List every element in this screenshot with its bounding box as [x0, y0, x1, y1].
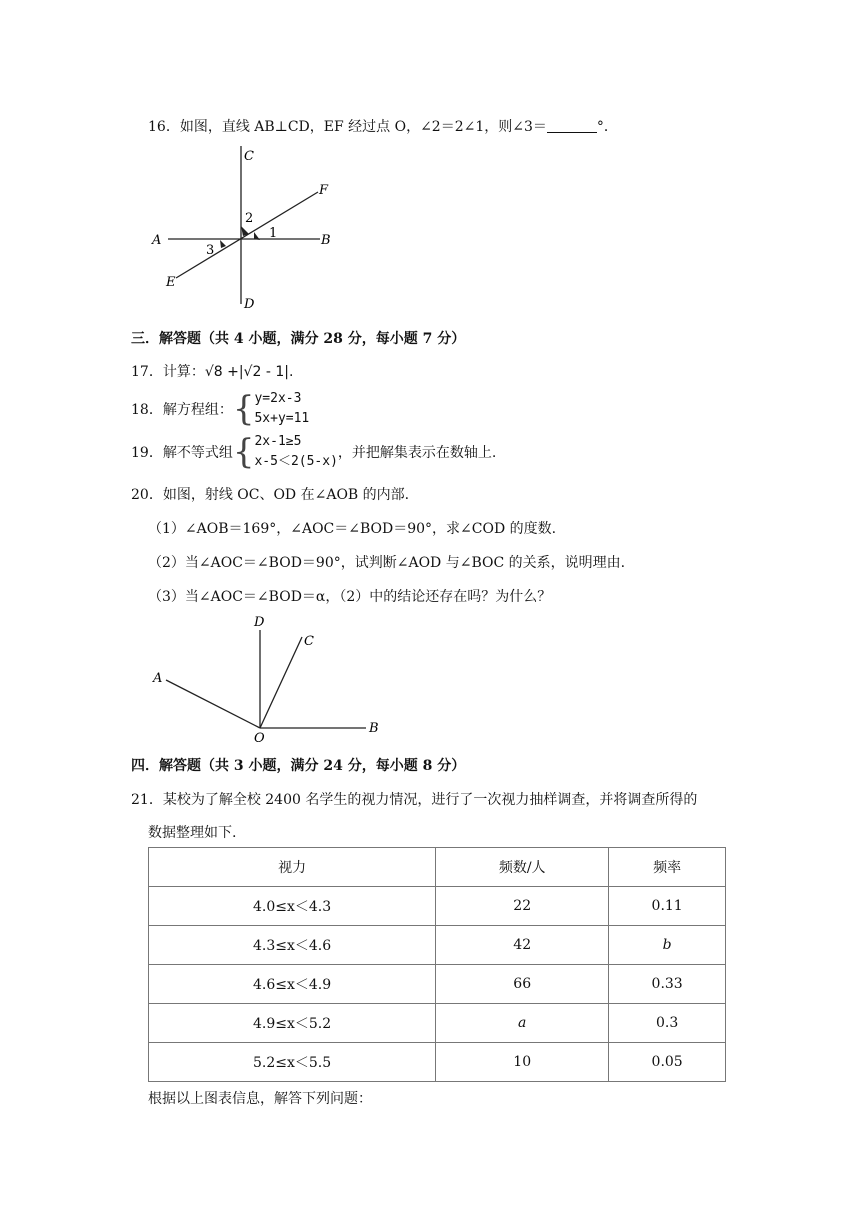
q17: [131, 361, 293, 381]
cell-rate: 0.33: [609, 965, 726, 1004]
q21-line1: 21．某校为了解全校 2400 名学生的视力情况，进行了一次视力抽样调查，并将调查所得的: [131, 792, 698, 808]
cell-range: 4.6≤x＜4.9: [149, 965, 436, 1004]
section4-title: 四．解答题（共 3 小题，满分 24 分，每小题 8 分）: [131, 758, 466, 774]
q18-eq1: y=2x-3: [254, 391, 302, 406]
q18-prefix: 18．解方程组：: [131, 402, 233, 418]
q18-eq2: 5x+y=11: [254, 411, 310, 426]
q16-tail: °．: [596, 119, 618, 135]
label-b: B: [321, 233, 331, 248]
q17-expr: √8 +|√2 - 1|.: [204, 364, 294, 380]
header-vision: 视力: [149, 848, 436, 887]
label-e: E: [166, 275, 176, 290]
cell-count: 22: [436, 887, 609, 926]
cell-range: 4.3≤x＜4.6: [149, 926, 436, 965]
label-a: A: [152, 233, 162, 248]
q20-figure: [150, 612, 385, 744]
cell-rate: 0.11: [609, 887, 726, 926]
q19-brace: {: [232, 432, 255, 472]
q21-table: [148, 847, 726, 1082]
cell-rate: b: [609, 926, 726, 965]
label-f: F: [319, 183, 329, 198]
label-2: 2: [245, 211, 254, 226]
cell-range: 5.2≤x＜5.5: [149, 1043, 436, 1082]
q17-prefix: 17．计算：: [131, 364, 205, 380]
q19-ineq2: x-5＜2(5-x): [254, 454, 338, 469]
ray-oc: [260, 637, 302, 728]
section3-title: 三．解答题（共 4 小题，满分 28 分，每小题 7 分）: [131, 331, 466, 347]
table-row: [149, 1004, 726, 1043]
label-d: D: [254, 615, 265, 630]
label-d: D: [244, 297, 255, 312]
label-3: 3: [206, 243, 215, 258]
q19-system: [254, 432, 337, 472]
q21-line2: 数据整理如下.: [148, 825, 237, 841]
table-row: [149, 926, 726, 965]
q20-part2: （2）当∠AOC＝∠BOD＝90°，试判断∠AOD 与∠BOC 的关系，说明理由.: [148, 555, 626, 571]
q19: [131, 432, 496, 472]
cell-count: a: [436, 1004, 609, 1043]
line-ef: [176, 192, 318, 278]
header-rate: 频率: [609, 848, 726, 887]
label-a: A: [153, 671, 163, 686]
cell-rate: 0.3: [609, 1004, 726, 1043]
cell-count: 10: [436, 1043, 609, 1082]
table-row: [149, 965, 726, 1004]
q18-system: [254, 389, 309, 429]
label-c: C: [304, 634, 314, 649]
table-header-row: [149, 848, 726, 887]
q20-part3: （3）当∠AOC＝∠BOD＝α，（2）中的结论还存在吗？为什么？: [148, 589, 552, 605]
q19-suffix: ，并把解集表示在数轴上.: [337, 445, 497, 461]
q18: [131, 389, 309, 429]
cell-range: 4.9≤x＜5.2: [149, 1004, 436, 1043]
cell-rate: 0.05: [609, 1043, 726, 1082]
cell-count: 66: [436, 965, 609, 1004]
q20-part1: （1）∠AOB＝169°，∠AOC＝∠BOD＝90°，求∠COD 的度数.: [148, 521, 557, 537]
q16-stem: 16．如图，直线 AB⊥CD，EF 经过点 O，∠2＝2∠1，则∠3＝: [148, 119, 547, 135]
table-row: [149, 1043, 726, 1082]
cell-count: 42: [436, 926, 609, 965]
label-b: B: [369, 721, 379, 736]
q20-text: 20．如图，射线 OC、OD 在∠AOB 的内部.: [131, 487, 410, 503]
label-1: 1: [269, 226, 278, 241]
q18-brace: {: [232, 389, 255, 429]
table-row: [149, 887, 726, 926]
q16-answer-blank: [547, 120, 597, 133]
q21-footer: 根据以上图表信息，解答下列问题：: [148, 1091, 372, 1107]
angle-3-mark: [220, 240, 226, 248]
q16-text: [148, 116, 618, 136]
label-o: O: [254, 731, 265, 744]
q19-ineq1: 2x-1≥5: [254, 434, 302, 449]
cell-range: 4.0≤x＜4.3: [149, 887, 436, 926]
q19-prefix: 19．解不等式组: [131, 445, 233, 461]
label-c: C: [244, 149, 254, 164]
q16-figure: [150, 142, 335, 312]
header-frequency: 频数/人: [436, 848, 609, 887]
ray-oa: [166, 680, 260, 728]
